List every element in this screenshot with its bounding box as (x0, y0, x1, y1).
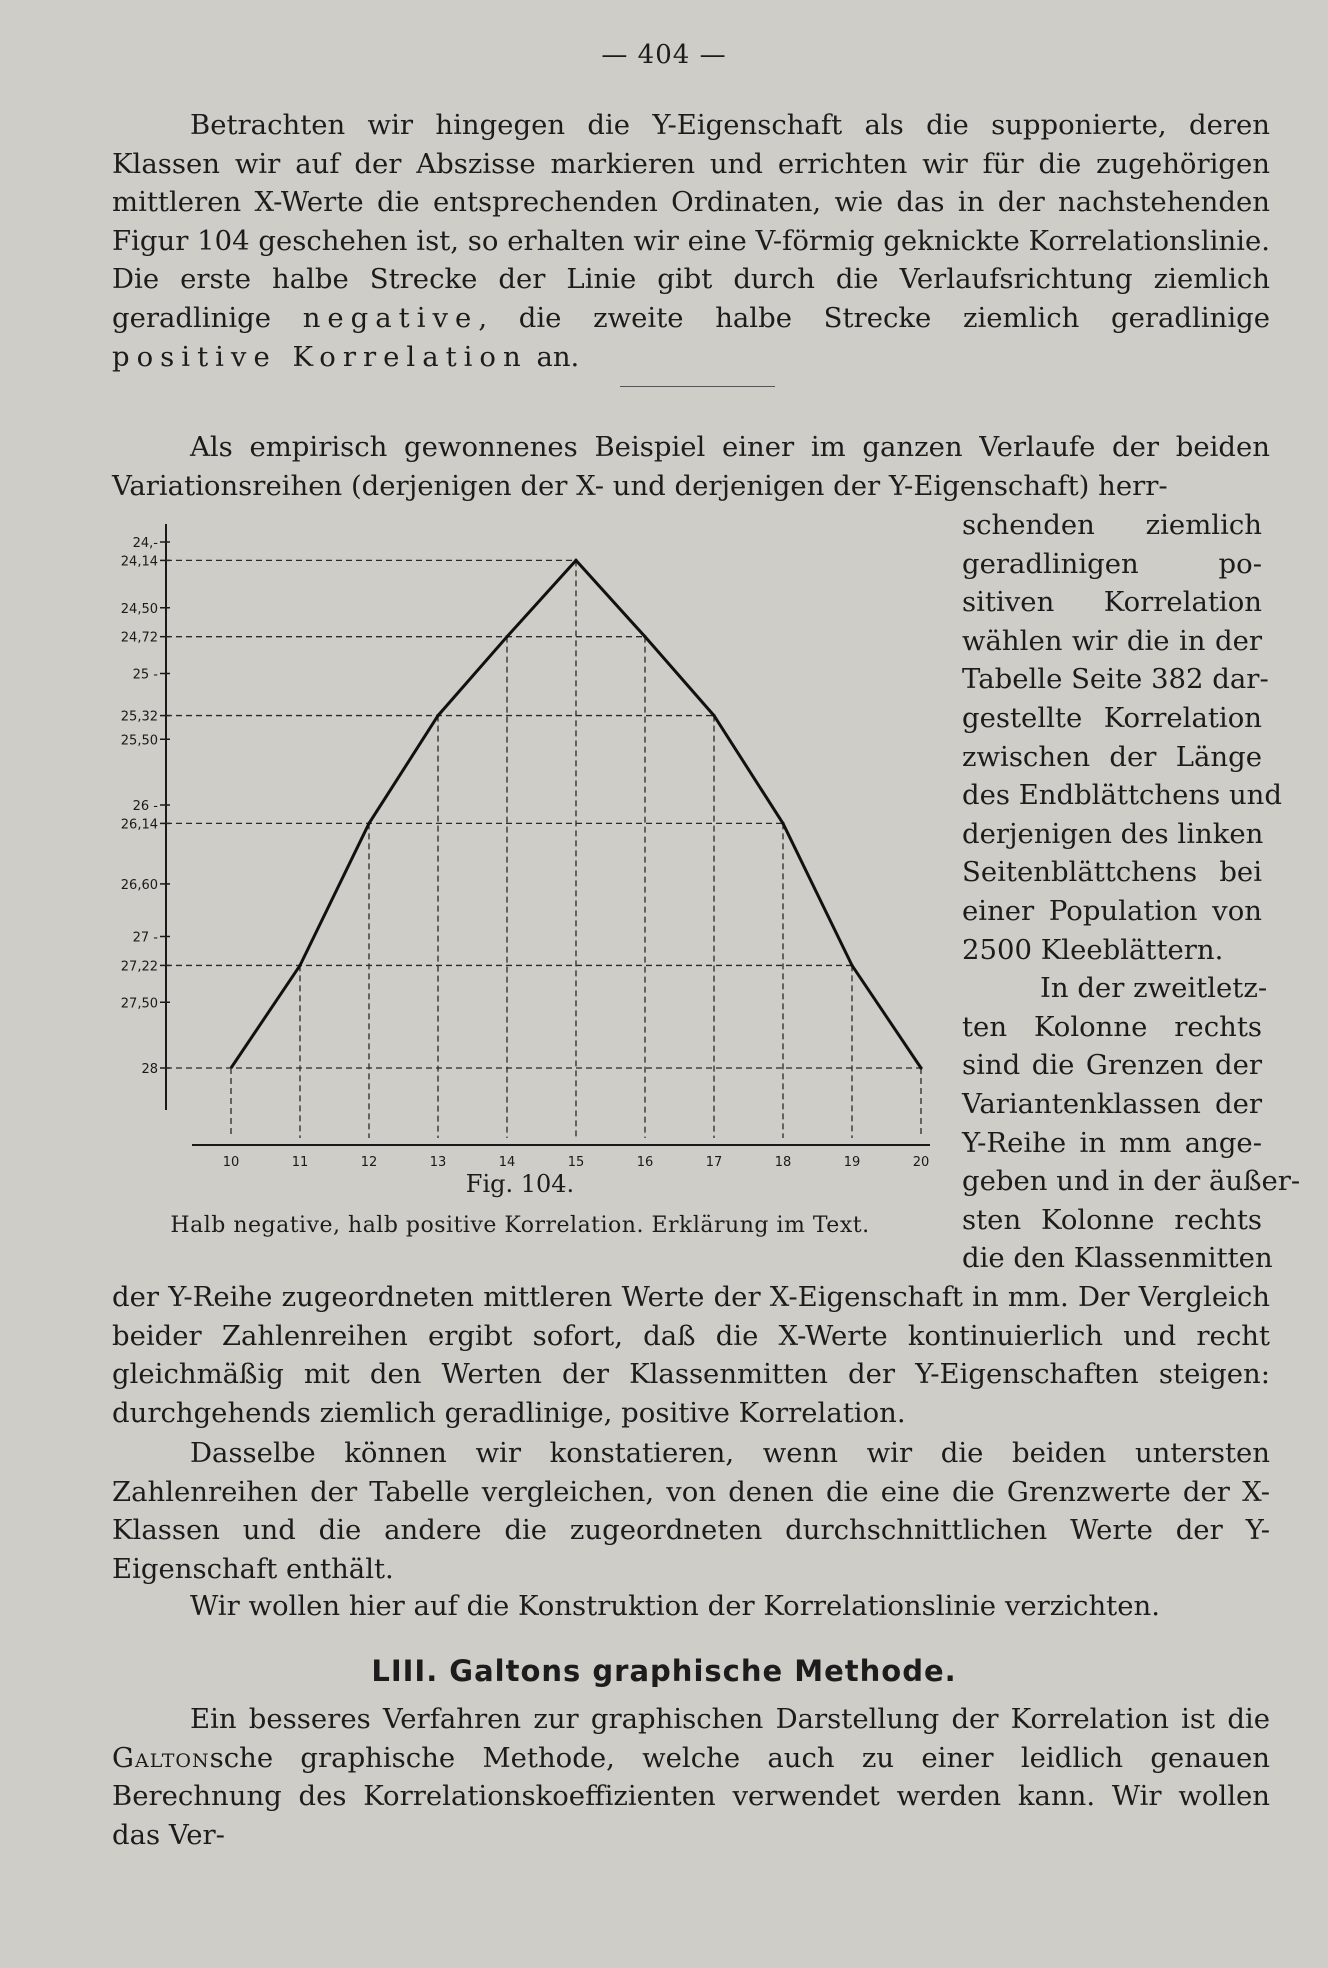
x-tick-label: 15 (567, 1155, 585, 1170)
side-text-line: Y-Reihe in mm ange- (962, 1126, 1262, 1159)
paragraph-3: der Y-Reihe zugeordneten mittleren Werte der X-Eigenschaft in mm. Der Vergleich beider Zahlenreihen ergibt sofort, daß die X-Werte kontinuierlich und recht gleichmäßig mit den Werten der Klassenmitten der Y-Eigenschaften steigen: durchgehends ziemlich geradlinige, positive Korrelation. (112, 1281, 1270, 1429)
x-tick-label: 20 (912, 1155, 930, 1170)
side-text-line: sind die Grenzen der (962, 1049, 1262, 1082)
y-tick-label: 25,32 (120, 709, 158, 725)
x-tick-label: 14 (498, 1155, 516, 1170)
y-tick-label: 27,22 (120, 959, 158, 975)
x-tick-label: 10 (222, 1155, 240, 1170)
y-tick-label: 26,60 (120, 877, 158, 893)
paragraph-1-negative: negative (302, 301, 479, 334)
side-text-line: 2500 Kleeblättern. (962, 933, 1224, 966)
side-text-line: sten Kolonne rechts (962, 1203, 1262, 1236)
side-text-line: Variantenklassen der (962, 1087, 1262, 1120)
y-tick-label: 27,50 (120, 996, 158, 1012)
side-text-line: derjenigen des linken (962, 817, 1264, 850)
paragraph-6 (112, 1700, 1270, 1854)
y-tick-label: 28 (141, 1062, 158, 1077)
y-tick-label: 24,- (132, 536, 158, 551)
y-tick-label: 26,14 (120, 817, 158, 833)
data-point (781, 822, 784, 825)
galton-name: Galton (112, 1741, 210, 1774)
correlation-chart (100, 510, 930, 1170)
paragraph-1-mid: , die zweite halbe Strecke ziemlich geradlinige (478, 301, 1270, 334)
paragraph-1-positive: positive Korrelation (112, 340, 528, 373)
side-text-line: einer Population von (962, 894, 1262, 927)
paragraph-1-end: an. (527, 340, 580, 373)
paragraph-2-text: Als empirisch gewonnenes Beispiel einer im ganzen Verlaufe der beiden Variationsreihen (derjenigen der X- und derjenigen der Y-Eigenschaft) herr- (112, 431, 1270, 502)
paragraph-6-start: Ein besseres Verfahren zur graphischen Darstellung der Korrelation ist die (190, 1703, 1270, 1735)
side-text-line: ten Kolonne rechts (962, 1010, 1262, 1043)
data-point (850, 964, 853, 967)
x-tick-label: 12 (360, 1155, 378, 1170)
y-tick-label: 25,50 (120, 733, 158, 749)
paragraph-6-rest: sche graphische Methode, welche auch zu einer leidlich genauen Berechnung des Korrelationskoeffizienten verwendet werden kann. Wir wollen das Ver- (112, 1741, 1270, 1851)
side-text-line: wählen wir die in der (962, 624, 1262, 657)
y-tick-label: 24,14 (120, 554, 158, 570)
y-tick-label: 27 - (132, 930, 158, 946)
paragraph-1-text: Betrachten wir hingegen die Y-Eigenschaft als die supponierte, deren Klassen wir auf der Abszisse markieren und errichten wir für die zugehörigen mittleren X-Werte die entsprechenden Ordinaten, wie das in der nachstehenden Figur 104 geschehen ist, so erhalten wir eine V-förmig geknickte Korrelationslinie. Die erste halbe Strecke der Linie gibt durch die Verlaufsrichtung ziemlich geradlinige (112, 109, 1270, 334)
side-text-line: Tabelle Seite 382 dar- (962, 663, 1269, 696)
data-point (574, 559, 577, 562)
paragraph-4 (112, 1434, 1270, 1588)
x-tick-label: 18 (774, 1155, 792, 1170)
section-heading: LIII. Galtons graphische Methode. (371, 1654, 957, 1688)
side-text-line: geben und in der äußer- (962, 1165, 1301, 1198)
side-text-line: sitiven Korrelation (962, 586, 1262, 619)
side-text-column (962, 506, 1301, 1278)
side-text-line: des Endblättchens und (962, 779, 1282, 812)
x-tick-label: 16 (636, 1155, 654, 1170)
paragraph-2 (112, 428, 1270, 505)
data-point (712, 714, 715, 717)
data-point (919, 1066, 922, 1069)
side-text-line: gestellte Korrelation (962, 701, 1262, 734)
page-number: — 404 — (601, 40, 727, 70)
x-tick-label: 17 (705, 1155, 723, 1170)
side-text-line: zwischen der Länge (962, 740, 1262, 773)
paragraph-5-text: Wir wollen hier auf die Konstruktion der Korrelationslinie verzichten. (190, 1590, 1160, 1622)
figure-caption: Fig. 104. (465, 1170, 575, 1198)
section-rule (620, 386, 775, 387)
x-tick-label: 13 (429, 1155, 447, 1170)
data-point (298, 964, 301, 967)
x-tick-label: 19 (843, 1155, 861, 1170)
data-point (436, 714, 439, 717)
y-tick-label: 25 - (132, 667, 158, 683)
side-text-line: geradlinigen po- (962, 547, 1262, 580)
paragraph-5 (112, 1587, 1270, 1626)
paragraph-4-text: Dasselbe können wir konstatieren, wenn wir die beiden untersten Zahlenreihen der Tabelle vergleichen, von denen die eine die Grenzwerte der X-Klassen und die andere die zugeordneten durchschnittlichen Werte der Y-Eigenschaft enthält. (112, 1437, 1270, 1585)
side-text-line: In der zweitletz- (1040, 972, 1268, 1005)
y-tick-label: 24,72 (120, 630, 158, 646)
data-point (505, 635, 508, 638)
figure-subcaption: Halb negative, halb positive Korrelation. Erklärung im Text. (170, 1213, 870, 1238)
y-tick-label: 26 - (132, 799, 158, 814)
side-text-line: Seitenblättchens bei (962, 856, 1262, 889)
side-text-line: die den Klassenmitten (962, 1242, 1273, 1275)
x-tick-label: 11 (291, 1155, 309, 1170)
y-tick-label: 24,50 (120, 601, 158, 617)
side-text-line: schenden ziemlich (962, 509, 1262, 541)
data-point (643, 635, 646, 638)
paragraph-1 (112, 106, 1270, 376)
data-point (367, 822, 370, 825)
